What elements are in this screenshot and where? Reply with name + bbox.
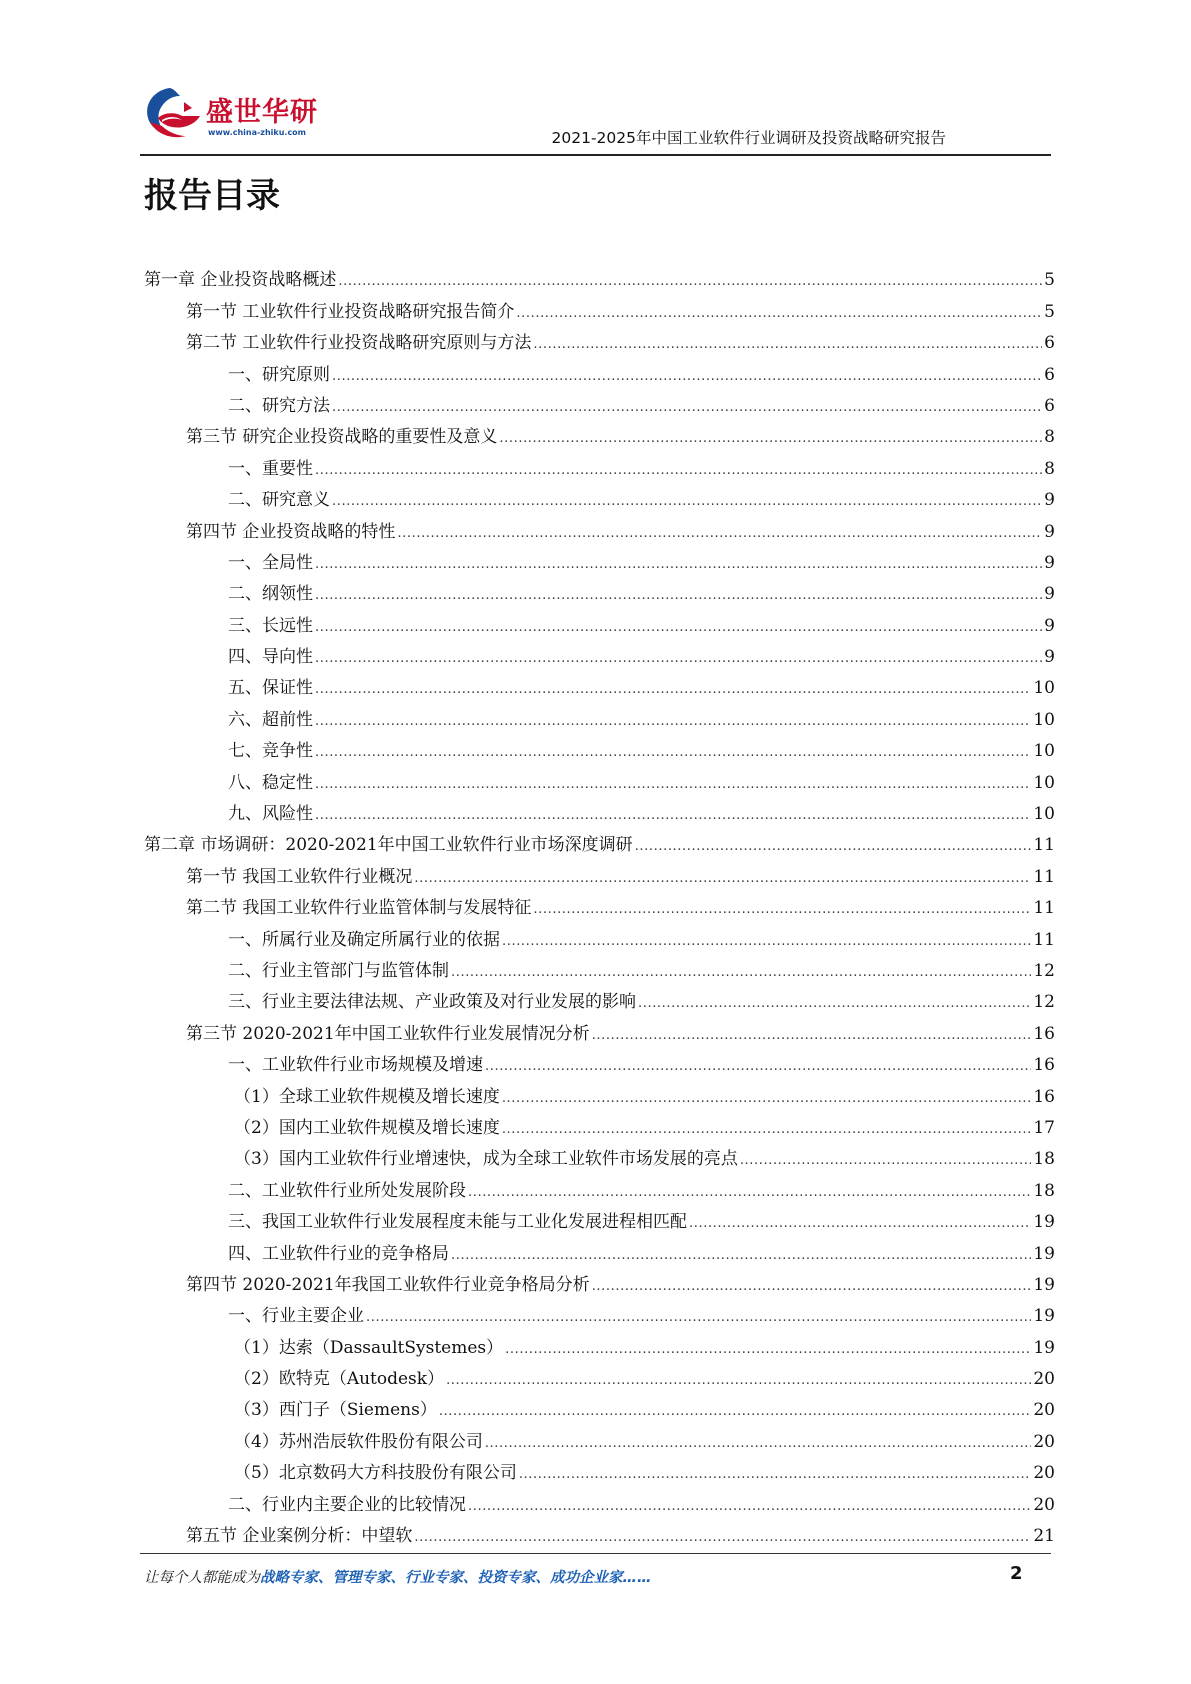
toc-entry-label: 三、行业主要法律法规、产业政策及对行业发展的影响 [228,992,636,1013]
toc-dot-leader [485,1058,1031,1076]
toc-entry[interactable] [144,1421,1055,1452]
toc-entry-label: 一、所属行业及确定所属行业的依据 [228,929,500,950]
toc-entry[interactable] [144,1013,1055,1044]
toc-entry-page: 9 [1044,552,1055,573]
toc-dot-leader [468,1184,1031,1202]
toc-entry-label: 二、行业主管部门与监管体制 [228,960,449,981]
toc-dot-leader [315,556,1042,574]
toc-entry-page: 10 [1033,709,1055,730]
toc-entry[interactable] [144,919,1055,950]
toc-entry-label: 第四节 企业投资战略的特性 [186,521,396,542]
toc-entry[interactable] [144,417,1055,448]
company-logo [140,82,318,146]
toc-entry-page: 19 [1033,1274,1055,1295]
toc-entry-label: 四、导向性 [228,647,313,668]
toc-entry-label: 五、保证性 [228,678,313,699]
toc-dot-leader [332,493,1042,511]
toc-entry[interactable] [144,543,1055,574]
toc-entry[interactable] [144,1076,1055,1107]
toc-entry-label: 九、风险性 [228,804,313,825]
toc-entry-label: 六、超前性 [228,709,313,730]
toc-entry-page: 12 [1033,960,1055,981]
toc-entry-page: 9 [1044,490,1055,511]
toc-entry-label: （3）西门子（Siemens） [234,1400,437,1421]
toc-dot-leader [740,1152,1032,1170]
toc-entry-page: 9 [1044,615,1055,636]
toc-dot-leader [315,681,1031,699]
toc-dot-leader [439,1403,1032,1421]
toc-entry[interactable] [144,1045,1055,1076]
toc-entry[interactable] [144,1139,1055,1170]
toc-entry-label: 第一章 企业投资战略概述 [144,270,337,291]
toc-entry-label: 七、竞争性 [228,741,313,762]
toc-dot-leader [315,650,1042,668]
toc-entry-label: 二、研究方法 [228,395,330,416]
toc-entry-page: 20 [1033,1494,1055,1515]
toc-entry-label: 第二章 市场调研：2020-2021年中国工业软件行业市场深度调研 [144,835,633,856]
toc-entry-label: 一、重要性 [228,458,313,479]
toc-dot-leader [638,995,1031,1013]
toc-dot-leader [592,1027,1032,1045]
toc-dot-leader [397,525,1042,543]
toc-entry-page: 12 [1033,992,1055,1013]
toc-entry-page: 17 [1033,1117,1055,1138]
toc-entry-page: 9 [1044,521,1055,542]
toc-entry[interactable] [144,856,1055,887]
toc-entry-page: 8 [1044,427,1055,448]
toc-dot-leader [533,336,1042,354]
toc-entry-label: （4）苏州浩辰软件股份有限公司 [234,1431,483,1452]
toc-entry[interactable] [144,1453,1055,1484]
toc-dot-leader [468,1498,1031,1516]
toc-dot-leader [315,619,1042,637]
toc-entry-label: （1）全球工业软件规模及增长速度 [234,1086,500,1107]
toc-entry[interactable] [144,1296,1055,1327]
toc-entry[interactable] [144,1359,1055,1390]
toc-entry-label: 第三节 2020-2021年中国工业软件行业发展情况分析 [186,1023,590,1044]
toc-entry[interactable] [144,637,1055,668]
toc-dot-leader [414,1529,1031,1547]
toc-entry[interactable] [144,825,1055,856]
toc-dot-leader [533,901,1031,919]
toc-dot-leader [499,430,1042,448]
toc-entry-label: 第三节 研究企业投资战略的重要性及意义 [186,427,498,448]
toc-dot-leader [519,1466,1032,1484]
toc-dot-leader [451,1247,1031,1265]
toc-entry-page: 10 [1033,678,1055,699]
page-header [0,0,1191,160]
toc-entry[interactable] [144,605,1055,636]
toc-entry-label: 二、研究意义 [228,490,330,511]
toc-entry[interactable] [144,1202,1055,1233]
toc-entry[interactable] [144,1233,1055,1264]
toc-entry-page: 20 [1033,1463,1055,1484]
toc-dot-leader [485,1435,1032,1453]
toc-dot-leader [502,933,1031,951]
toc-entry[interactable] [144,323,1055,354]
toc-entry[interactable] [144,448,1055,479]
toc-entry-page: 20 [1033,1400,1055,1421]
toc-entry[interactable] [144,731,1055,762]
toc-entry[interactable] [144,291,1055,322]
toc-entry-label: 第四节 2020-2021年我国工业软件行业竞争格局分析 [186,1274,590,1295]
toc-entry[interactable] [144,1108,1055,1139]
toc-dot-leader [505,1341,1031,1359]
toc-entry-page: 9 [1044,584,1055,605]
toc-entry[interactable] [144,951,1055,982]
toc-dot-leader [315,462,1042,480]
toc-dot-leader [315,744,1031,762]
toc-entry-label: 三、我国工业软件行业发展程度未能与工业化发展进程相匹配 [228,1212,687,1233]
toc-entry[interactable] [144,1170,1055,1201]
toc-entry[interactable] [144,1327,1055,1358]
toc-entry-page: 16 [1033,1055,1055,1076]
toc-entry[interactable] [144,354,1055,385]
toc-entry-label: （5）北京数码大方科技股份有限公司 [234,1463,517,1484]
toc-dot-leader [315,587,1042,605]
logo-name: 盛世华研 [206,97,318,128]
toc-entry-label: 八、稳定性 [228,772,313,793]
toc-entry-label: 一、行业主要企业 [228,1306,364,1327]
toc-dot-leader [502,1121,1032,1139]
toc-entry-page: 10 [1033,804,1055,825]
toc-entry-label: （3）国内工业软件行业增速快，成为全球工业软件市场发展的亮点 [234,1149,738,1170]
toc-entry-label: （2）国内工业软件规模及增长速度 [234,1117,500,1138]
toc-entry-page: 6 [1044,395,1055,416]
toc-entry[interactable] [144,260,1055,291]
toc-entry-page: 11 [1033,866,1055,887]
toc-entry-label: 第一节 工业软件行业投资战略研究报告简介 [186,301,515,322]
header-divider [140,154,1051,156]
toc-entry-label: 第二节 工业软件行业投资战略研究原则与方法 [186,333,532,354]
toc-dot-leader [502,1090,1032,1108]
toc-entry[interactable] [144,1516,1055,1547]
toc-entry-label: （2）欧特克（Autodesk） [234,1369,445,1390]
toc-dot-leader [635,838,1032,856]
toc-entry-page: 11 [1033,898,1055,919]
toc-entry-page: 21 [1033,1526,1055,1547]
toc-entry-label: 二、行业内主要企业的比较情况 [228,1494,466,1515]
toc-entry[interactable] [144,668,1055,699]
footer-slogan [144,1566,652,1587]
toc-entry-page: 16 [1033,1023,1055,1044]
toc-entry-page: 9 [1044,647,1055,668]
toc-entry-page: 11 [1033,929,1055,950]
logo-mark-icon [140,82,204,144]
toc-entry[interactable] [144,386,1055,417]
toc-dot-leader [516,305,1042,323]
table-of-contents [144,260,1055,1547]
toc-entry-label: 一、工业软件行业市场规模及增速 [228,1055,483,1076]
toc-dot-leader [689,1215,1031,1233]
toc-dot-leader [446,1372,1031,1390]
toc-entry-page: 16 [1033,1086,1055,1107]
toc-dot-leader [332,399,1042,417]
toc-entry[interactable] [144,982,1055,1013]
page-number: 2 [1010,1563,1023,1584]
toc-entry-label: 三、长远性 [228,615,313,636]
toc-entry[interactable] [144,1265,1055,1296]
toc-entry-label: 四、工业软件行业的竞争格局 [228,1243,449,1264]
logo-url: www.china-zhiku.com [208,128,307,137]
toc-entry-page: 20 [1033,1369,1055,1390]
toc-dot-leader [451,964,1031,982]
toc-entry-label: 第二节 我国工业软件行业监管体制与发展特征 [186,898,532,919]
toc-entry-page: 19 [1033,1337,1055,1358]
toc-dot-leader [315,776,1031,794]
toc-entry[interactable] [144,480,1055,511]
page-title: 报告目录 [144,176,280,216]
toc-entry-label: 第五节 企业案例分析：中望软 [186,1526,413,1547]
toc-entry[interactable] [144,762,1055,793]
toc-dot-leader [315,807,1031,825]
toc-entry-label: （1）达索（DassaultSystemes） [234,1337,504,1358]
toc-entry[interactable] [144,699,1055,730]
toc-dot-leader [315,713,1031,731]
toc-dot-leader [366,1309,1031,1327]
toc-entry-label: 第一节 我国工业软件行业概况 [186,866,413,887]
toc-entry-label: 一、全局性 [228,552,313,573]
toc-entry-page: 6 [1044,333,1055,354]
toc-entry[interactable] [144,794,1055,825]
toc-entry-page: 18 [1033,1149,1055,1170]
footer-divider [140,1553,1051,1554]
toc-dot-leader [338,273,1042,291]
toc-entry[interactable] [144,511,1055,542]
toc-entry-page: 20 [1033,1431,1055,1452]
toc-entry-page: 6 [1044,364,1055,385]
toc-entry-page: 5 [1044,270,1055,291]
toc-entry[interactable] [144,1390,1055,1421]
toc-entry-label: 二、纲领性 [228,584,313,605]
toc-entry-label: 一、研究原则 [228,364,330,385]
toc-dot-leader [332,368,1042,386]
toc-entry-label: 二、工业软件行业所处发展阶段 [228,1180,466,1201]
toc-entry[interactable] [144,888,1055,919]
toc-entry[interactable] [144,1484,1055,1515]
toc-entry-page: 8 [1044,458,1055,479]
toc-entry-page: 5 [1044,301,1055,322]
toc-entry[interactable] [144,574,1055,605]
footer-slogan-prefix: 让每个人都能成为 [144,1570,260,1586]
toc-dot-leader [414,870,1031,888]
toc-entry-page: 18 [1033,1180,1055,1201]
toc-entry-page: 10 [1033,772,1055,793]
toc-entry-page: 19 [1033,1306,1055,1327]
toc-entry-page: 11 [1033,835,1055,856]
toc-entry-page: 10 [1033,741,1055,762]
footer-slogan-roles: 战略专家、管理专家、行业专家、投资专家、成功企业家…… [260,1570,652,1586]
toc-entry-page: 19 [1033,1212,1055,1233]
toc-dot-leader [592,1278,1032,1296]
toc-entry-page: 19 [1033,1243,1055,1264]
report-title: 2021-2025年中国工业软件行业调研及投资战略研究报告 [551,129,946,147]
